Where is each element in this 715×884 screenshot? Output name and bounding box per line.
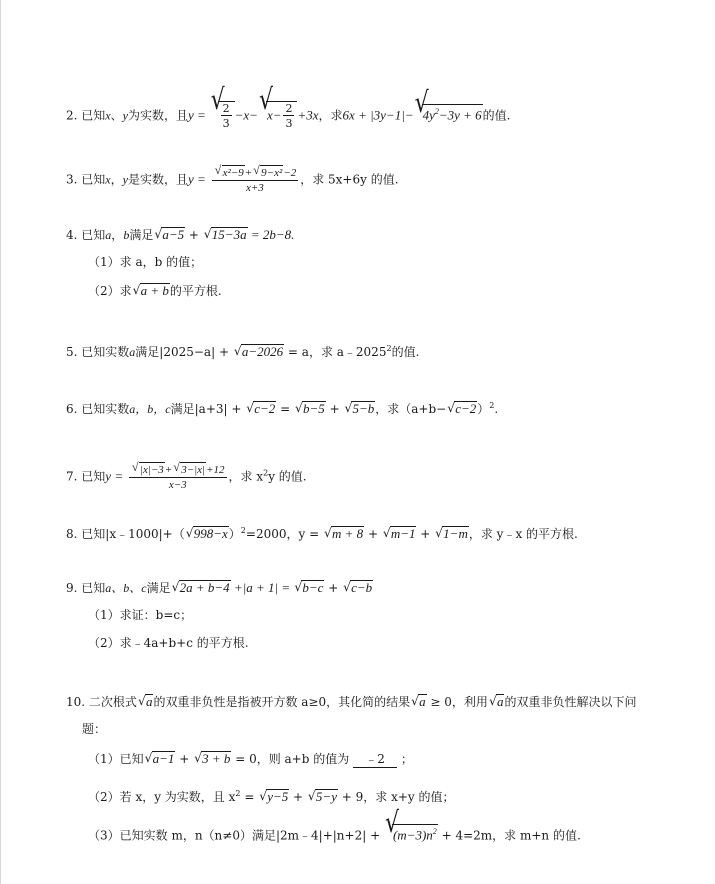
answer-blank: ﹣2 <box>353 751 397 768</box>
problem-9: 9. 已知a、b、c满足√ 2a + b−4 +|a + 1| = √ b−c + √ c−b <box>66 580 373 596</box>
problem-9-part-2: （2）求﹣4a+b+c 的平方根. <box>88 636 249 650</box>
problem-10-part-2: （2）若 x，y 为实数，且 $x^2$ = √ y−5 + √ 5−y + 9，求 x+y 的值； <box>88 786 455 805</box>
problem-5: 5. 已知实数a满足|2025−a| + √ a−2026 = a，求 a﹣2025$^2$的值. <box>66 341 419 360</box>
sqrt: √ $\frac{2}{3}$ <box>211 101 235 130</box>
sqrt: √ x− $\frac{2}{3}$ <box>259 101 298 130</box>
problem-6: 6. 已知实数a，b，c满足|a+3| + √ c−2 = √ b−5 + √ 5−b，求（a+b−√ c−2）$^2$. <box>66 398 498 417</box>
problem-10: 10. 二次根式√ a的双重非负性是指被开方数 a≥0，其化简的结果√ a ≥ 0，利用√ a的双重非负性解决以下问 <box>66 694 636 710</box>
problem-2: 2. 已知x、y为实数，且y = √ $\frac{2}{3}$ −x−√ x− $\frac{2}{3}$ +3x，求6x + |3y−1|−√ $4y^2-3y + 6$的值. <box>66 101 511 130</box>
problem-4-part-1: （1）求 a，b 的值； <box>88 255 203 269</box>
fraction: √ $\frac{|x|-3+√ 3-|x|+12}{x-3}$ <box>129 462 227 492</box>
problem-9-part-1: （1）求证：b=c； <box>88 608 193 622</box>
problem-3: 3. 已知x，y是实数，且y = √ $\frac{\text{x²−9+√ 9−x²−2}}{x+3}$ ，求 5x+6y 的值. <box>66 165 399 195</box>
problem-4: 4. 已知a，b满足√ a−5 + √ 15−3a = 2b−8. <box>66 227 294 243</box>
problem-7: 7. 已知y = √ $\frac{|x|-3+√ 3-|x|+12}{x-3}$ ，求 $x^2y$ 的值. <box>66 462 307 492</box>
sqrt: √ $4y^2-3y + 6$ <box>415 104 483 123</box>
page-border <box>0 0 1 884</box>
fraction: √ $\frac{\text{x²−9+√ 9−x²−2}}{x+3}$ <box>212 165 299 195</box>
problem-10-continuation: 题： <box>82 722 107 736</box>
problem-4-part-2: （2）求√ a + b的平方根. <box>88 283 222 299</box>
problem-8: 8. 已知|x﹣1000|+（√ 998−x）$^2$=2000，y = √ m + 8 + √ m−1 + √ 1−m，求 y﹣x 的平方根. <box>66 523 578 542</box>
problem-10-part-3: （3）已知实数 m，n（n≠0）满足|2m﹣4|+|n+2| + √ $(m-3)n^2 + 4=2m$，求 m+n 的值. <box>88 824 581 843</box>
problem-10-part-1: （1）已知√ a−1 + √ 3 + b = 0，则 a+b 的值为 ﹣2 ； <box>88 751 413 768</box>
